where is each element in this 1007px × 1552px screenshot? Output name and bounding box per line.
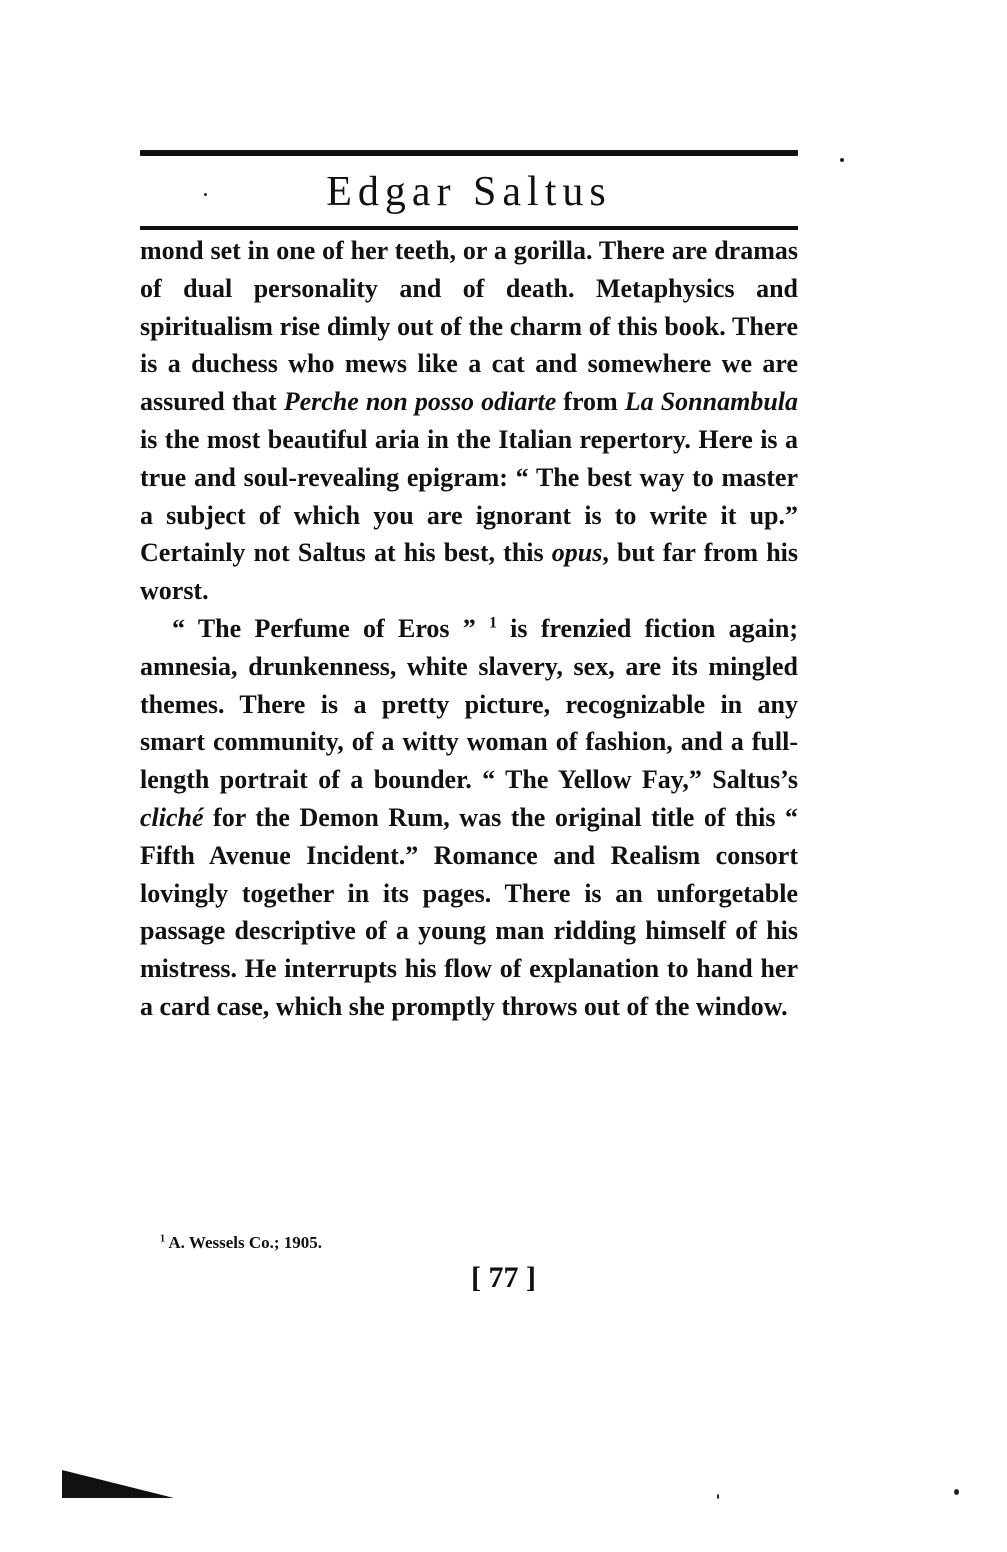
header-rule-top (140, 150, 798, 156)
page-number: [ 77 ] (471, 1261, 536, 1294)
italic-title: La Sonnambula (624, 387, 799, 417)
footnote-text: A. Wessels Co.; 1905. (168, 1233, 323, 1252)
scan-speck (840, 158, 844, 162)
body-text (140, 232, 798, 1026)
scan-smudge-mark (62, 1470, 174, 1498)
header-rule-bottom (140, 226, 798, 230)
italic-word: cliché (140, 802, 204, 832)
text-run: mond set in one of her teeth, or a gorilla. There are dramas of dual personality and of death. Metaphysics and spiritualism rise dimly out of the charm of this book. There is a duchess who mews like a cat and somewhere we are assured that (140, 236, 798, 417)
footnote (160, 1233, 322, 1253)
scan-speck (204, 193, 207, 196)
scan-speck (954, 1489, 959, 1495)
footnote-ref: 1 (489, 614, 497, 632)
text-run: , but far from his worst. (140, 538, 798, 606)
scan-speck (717, 1494, 719, 1499)
text-run: is frenzied fiction again; amnesia, drunkenness, white slavery, sex, are its mingled themes. There is a pretty picture, recognizable in any smart community, of a witty woman of fashion, and a full-length portrait of a bounder. “ The Yellow Fay,” Saltus’s (140, 613, 798, 795)
text-run: from (556, 387, 625, 417)
italic-title: Perche non posso odiarte (283, 387, 557, 417)
text-run: is the most beautiful aria in the Italian repertory. Here is a true and soul-revealing epigram: “ The best way to master a subject of which you are ignorant is to write it up.” Certainly not Saltus at his best, this (140, 424, 798, 568)
text-run: for the Demon Rum, was the original title of this “ Fifth Avenue Incident.” Romance and Realism consort lovingly together in its pages. There is an unforgetable passage descriptive of a young man ridding himself of his mistress. He interrupts his flow of explanation to hand her a card case, which she promptly throws out of the window. (140, 802, 798, 1021)
paragraph-1 (140, 232, 798, 610)
running-head: Edgar Saltus (326, 169, 612, 215)
text-run: “ The Perfume of Eros ” (172, 613, 490, 643)
footnote-marker: 1 (160, 1233, 166, 1245)
paragraph-2 (140, 610, 798, 1026)
italic-word: opus (551, 538, 603, 568)
page-header (140, 150, 798, 230)
